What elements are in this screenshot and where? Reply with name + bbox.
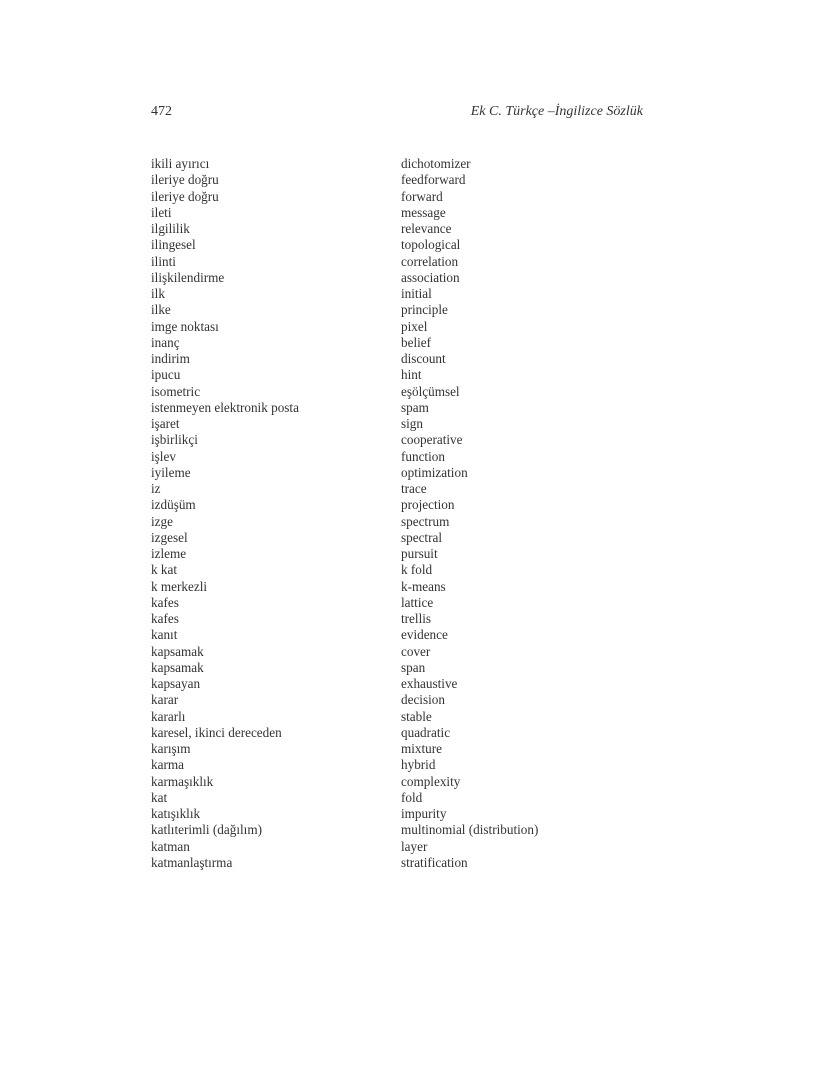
turkish-term: izleme	[151, 546, 187, 561]
glossary-row	[151, 254, 621, 270]
english-term: lattice	[401, 594, 434, 610]
english-term: stable	[401, 708, 432, 724]
glossary-row	[151, 644, 621, 660]
english-term: fold	[401, 789, 423, 805]
turkish-term: kafes	[151, 594, 179, 610]
english-term: pursuit	[401, 546, 438, 561]
turkish-term: k merkezli	[151, 578, 208, 594]
glossary-row	[151, 367, 621, 383]
glossary-row	[151, 774, 621, 790]
turkish-term: izdüşüm	[151, 497, 196, 513]
glossary-row	[151, 319, 621, 335]
glossary-table	[151, 156, 621, 871]
running-title: Ek C. Türkçe –İngilizce Sözlük	[470, 104, 643, 119]
english-term: exhaustive	[401, 676, 458, 691]
english-term: association	[401, 269, 460, 285]
glossary-row	[151, 335, 621, 351]
glossary-row	[151, 806, 621, 822]
english-term: dichotomizer	[401, 156, 471, 171]
english-term: quadratic	[401, 724, 451, 740]
turkish-term: karışım	[151, 741, 191, 756]
turkish-term: karar	[151, 692, 179, 708]
turkish-term: karma	[151, 757, 184, 773]
english-term: spectrum	[401, 513, 450, 529]
glossary-row	[151, 741, 621, 757]
turkish-term: ileriye doğru	[151, 172, 219, 188]
turkish-term: ilinti	[151, 253, 176, 269]
turkish-term: kafes	[151, 611, 179, 626]
turkish-term: işaret	[151, 416, 180, 431]
glossary-row	[151, 725, 621, 741]
english-term: optimization	[401, 464, 468, 480]
turkish-term: inanç	[151, 334, 180, 350]
turkish-term: karmaşıklık	[151, 773, 214, 789]
turkish-term: isometric	[151, 383, 201, 399]
english-term: stratification	[401, 854, 468, 870]
turkish-term: ilk	[151, 286, 165, 301]
turkish-term: izgesel	[151, 529, 188, 545]
glossary-row	[151, 530, 621, 546]
turkish-term: izge	[151, 513, 173, 529]
english-term: decision	[401, 692, 445, 708]
english-term: eşölçümsel	[401, 383, 460, 399]
glossary-row	[151, 465, 621, 481]
english-term: relevance	[401, 221, 452, 236]
turkish-term: indirim	[151, 351, 190, 366]
glossary-row	[151, 627, 621, 643]
english-term: k-means	[401, 578, 446, 594]
english-term: discount	[401, 351, 446, 366]
glossary-row	[151, 855, 621, 871]
glossary-row	[151, 270, 621, 286]
english-term: feedforward	[401, 172, 466, 188]
english-term: cooperative	[401, 432, 463, 448]
glossary-row	[151, 660, 621, 676]
glossary-row	[151, 237, 621, 253]
glossary-row	[151, 822, 621, 838]
turkish-term: ilişkilendirme	[151, 269, 225, 285]
turkish-term: karesel, ikinci dereceden	[151, 724, 282, 740]
english-term: layer	[401, 838, 428, 854]
english-term: hybrid	[401, 757, 436, 773]
turkish-term: k kat	[151, 562, 178, 578]
glossary-row	[151, 481, 621, 497]
english-term: spectral	[401, 529, 443, 545]
english-term: impurity	[401, 806, 447, 821]
turkish-term: kapsayan	[151, 676, 201, 691]
english-term: spam	[401, 399, 429, 415]
glossary-row	[151, 172, 621, 188]
english-term: mixture	[401, 741, 443, 756]
glossary-row	[151, 839, 621, 855]
page-number: 472	[151, 104, 172, 119]
glossary-row	[151, 611, 621, 627]
turkish-term: ilke	[151, 302, 171, 318]
glossary-row	[151, 205, 621, 221]
turkish-term: katlıterimli (dağılım)	[151, 822, 262, 838]
turkish-term: kapsamak	[151, 659, 204, 675]
turkish-term: ikili ayırıcı	[151, 156, 210, 171]
english-term: forward	[401, 188, 443, 204]
turkish-term: iz	[151, 481, 161, 496]
turkish-term: katmanlaştırma	[151, 854, 233, 870]
english-term: initial	[401, 286, 432, 301]
glossary-row	[151, 497, 621, 513]
english-term: hint	[401, 367, 422, 383]
turkish-term: kararlı	[151, 708, 186, 724]
glossary-row	[151, 579, 621, 595]
glossary-row	[151, 595, 621, 611]
turkish-term: işlev	[151, 448, 176, 464]
english-term: trace	[401, 481, 427, 496]
english-term: cover	[401, 643, 431, 659]
turkish-term: katman	[151, 838, 190, 854]
english-term: correlation	[401, 253, 459, 269]
turkish-term: ileriye doğru	[151, 188, 219, 204]
glossary-row	[151, 400, 621, 416]
glossary-row	[151, 432, 621, 448]
english-term: k fold	[401, 562, 433, 578]
glossary-row	[151, 757, 621, 773]
english-term: message	[401, 204, 446, 220]
english-term: complexity	[401, 773, 461, 789]
english-term: multinomial (distribution)	[401, 822, 539, 838]
english-term: principle	[401, 302, 448, 318]
glossary-row	[151, 384, 621, 400]
turkish-term: imge noktası	[151, 318, 219, 334]
glossary-row	[151, 546, 621, 562]
glossary-row	[151, 416, 621, 432]
glossary-row	[151, 286, 621, 302]
english-term: belief	[401, 334, 432, 350]
glossary-row	[151, 562, 621, 578]
glossary-row	[151, 790, 621, 806]
turkish-term: ipucu	[151, 367, 181, 383]
turkish-term: kapsamak	[151, 643, 204, 659]
glossary-row	[151, 692, 621, 708]
turkish-term: katışıklık	[151, 806, 201, 821]
turkish-term: kanıt	[151, 627, 178, 643]
glossary-row	[151, 221, 621, 237]
english-term: topological	[401, 237, 461, 253]
glossary-row	[151, 449, 621, 465]
turkish-term: kat	[151, 789, 168, 805]
turkish-term: iyileme	[151, 464, 191, 480]
english-term: trellis	[401, 611, 432, 626]
turkish-term: ilgililik	[151, 221, 190, 236]
english-term: sign	[401, 416, 423, 431]
english-term: projection	[401, 497, 455, 513]
page-header	[151, 104, 643, 122]
glossary-row	[151, 676, 621, 692]
turkish-term: ileti	[151, 204, 172, 220]
turkish-term: ilingesel	[151, 237, 196, 253]
glossary-row	[151, 709, 621, 725]
glossary-row	[151, 302, 621, 318]
turkish-term: işbirlikçi	[151, 432, 198, 448]
english-term: pixel	[401, 318, 428, 334]
glossary-row	[151, 351, 621, 367]
glossary-row	[151, 156, 621, 172]
glossary-row	[151, 514, 621, 530]
english-term: span	[401, 659, 426, 675]
english-term: evidence	[401, 627, 448, 643]
turkish-term: istenmeyen elektronik posta	[151, 399, 299, 415]
english-term: function	[401, 448, 445, 464]
glossary-row	[151, 189, 621, 205]
